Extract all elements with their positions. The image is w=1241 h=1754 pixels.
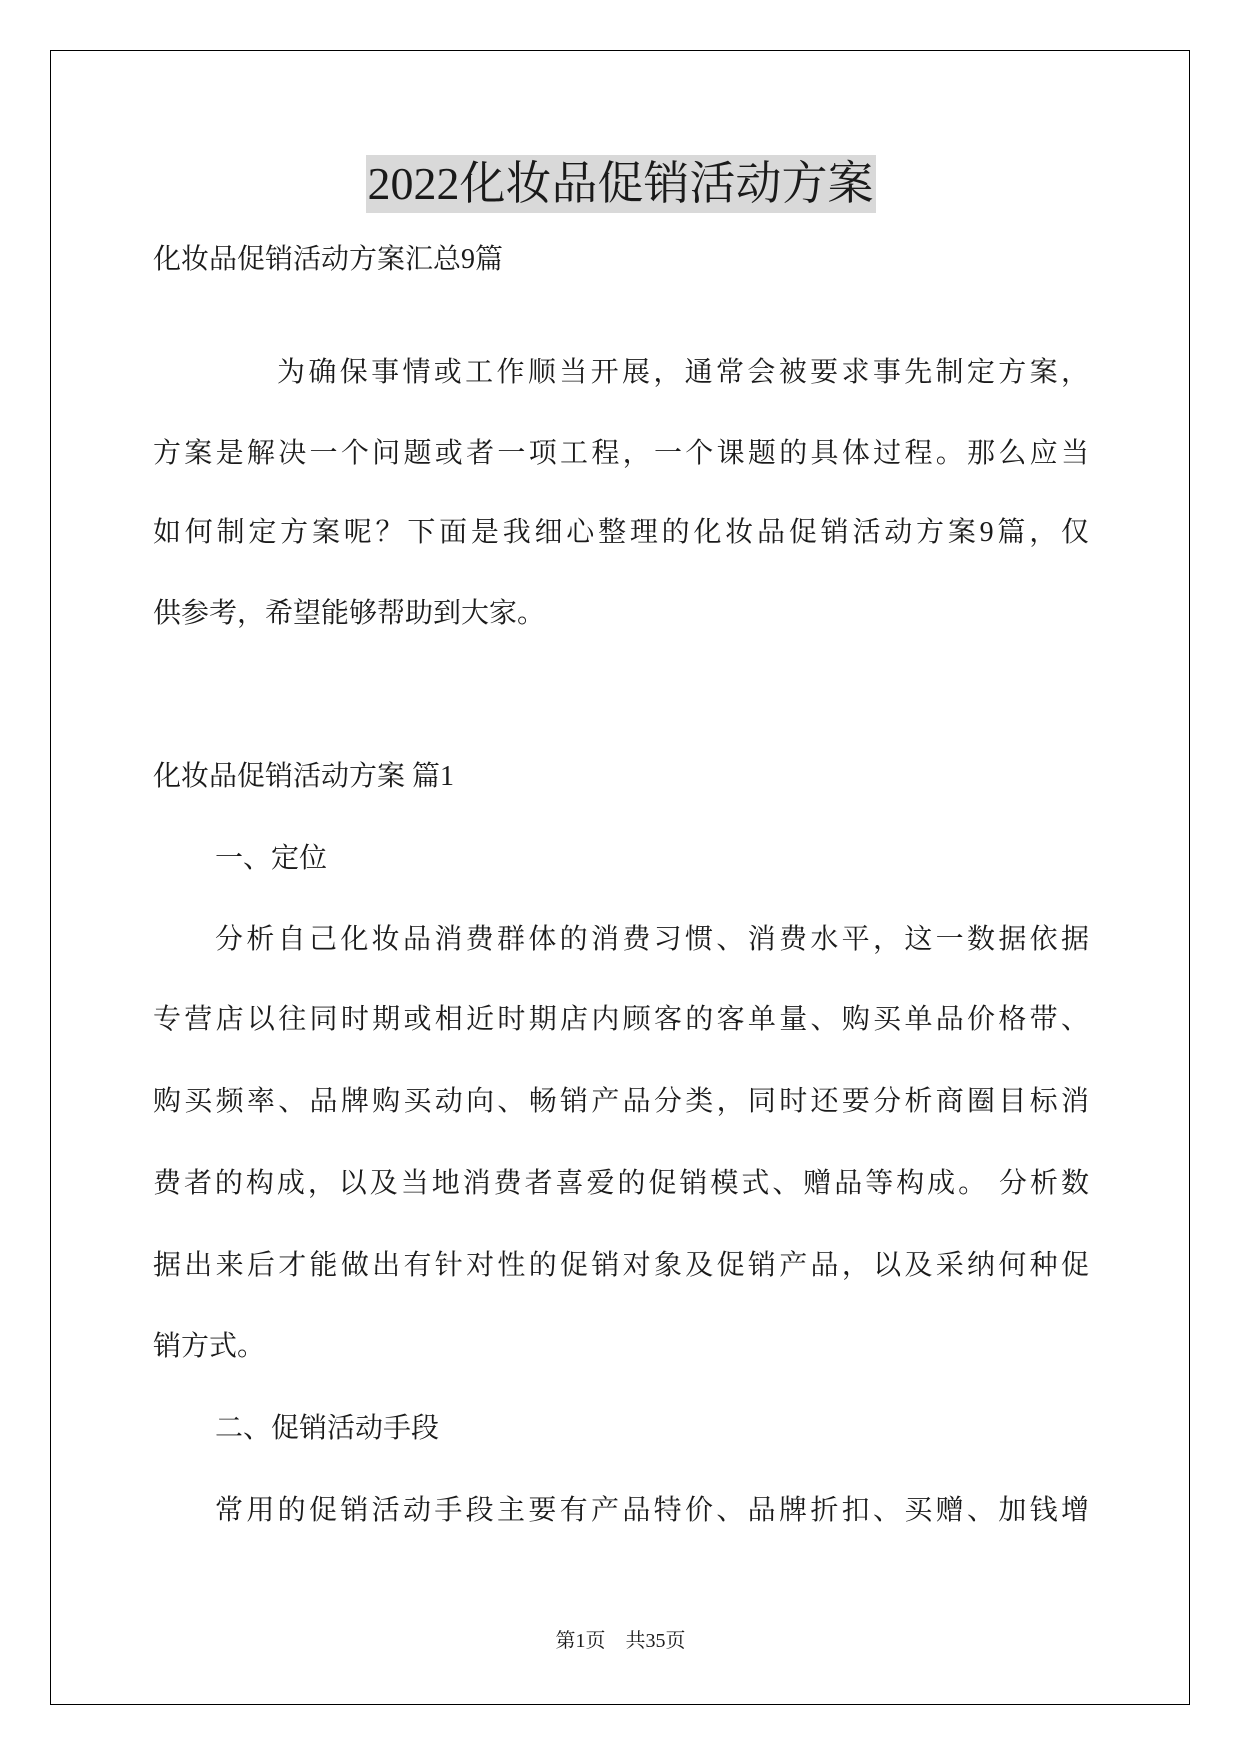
intro-line: 供参考，希望能够帮助到大家。 xyxy=(153,598,546,629)
part2-heading: 二、促销活动手段 xyxy=(215,1413,440,1444)
page-footer xyxy=(0,1628,1241,1654)
part1-line: 据出来后才能做出有针对性的促销对象及促销产品，以及采纳何种促 xyxy=(153,1250,1089,1281)
part1-line: 销方式。 xyxy=(153,1331,266,1362)
title-container xyxy=(0,155,1241,213)
section-heading: 化妆品促销活动方案 篇1 xyxy=(153,761,455,792)
part1-heading: 一、定位 xyxy=(215,843,328,874)
part1-line: 分析自己化妆品消费群体的消费习惯、消费水平，这一数据依据 xyxy=(215,924,1089,955)
intro-line: 方案是解决一个问题或者一项工程，一个课题的具体过程。那么应当 xyxy=(153,438,1089,469)
part2-line: 常用的促销活动手段主要有产品特价、品牌折扣、买赠、加钱增 xyxy=(215,1495,1089,1526)
part1-line: 专营店以往同时期或相近时期店内顾客的客单量、购买单品价格带、 xyxy=(153,1004,1089,1035)
intro-line: 为确保事情或工作顺当开展，通常会被要求事先制定方案， xyxy=(277,357,1089,388)
page-number: 第1页 xyxy=(555,1630,606,1652)
part1-line: 购买频率、品牌购买动向、畅销产品分类，同时还要分析商圈目标消 xyxy=(153,1086,1089,1117)
page-total: 共35页 xyxy=(625,1630,686,1652)
document-subtitle: 化妆品促销活动方案汇总9篇 xyxy=(153,244,504,275)
document-title: 2022化妆品促销活动方案 xyxy=(366,155,876,213)
part1-line: 费者的构成，以及当地消费者喜爱的促销模式、赠品等构成。 分析数 xyxy=(153,1168,1089,1199)
intro-line: 如何制定方案呢？下面是我细心整理的化妆品促销活动方案9篇，仅 xyxy=(153,517,1089,548)
